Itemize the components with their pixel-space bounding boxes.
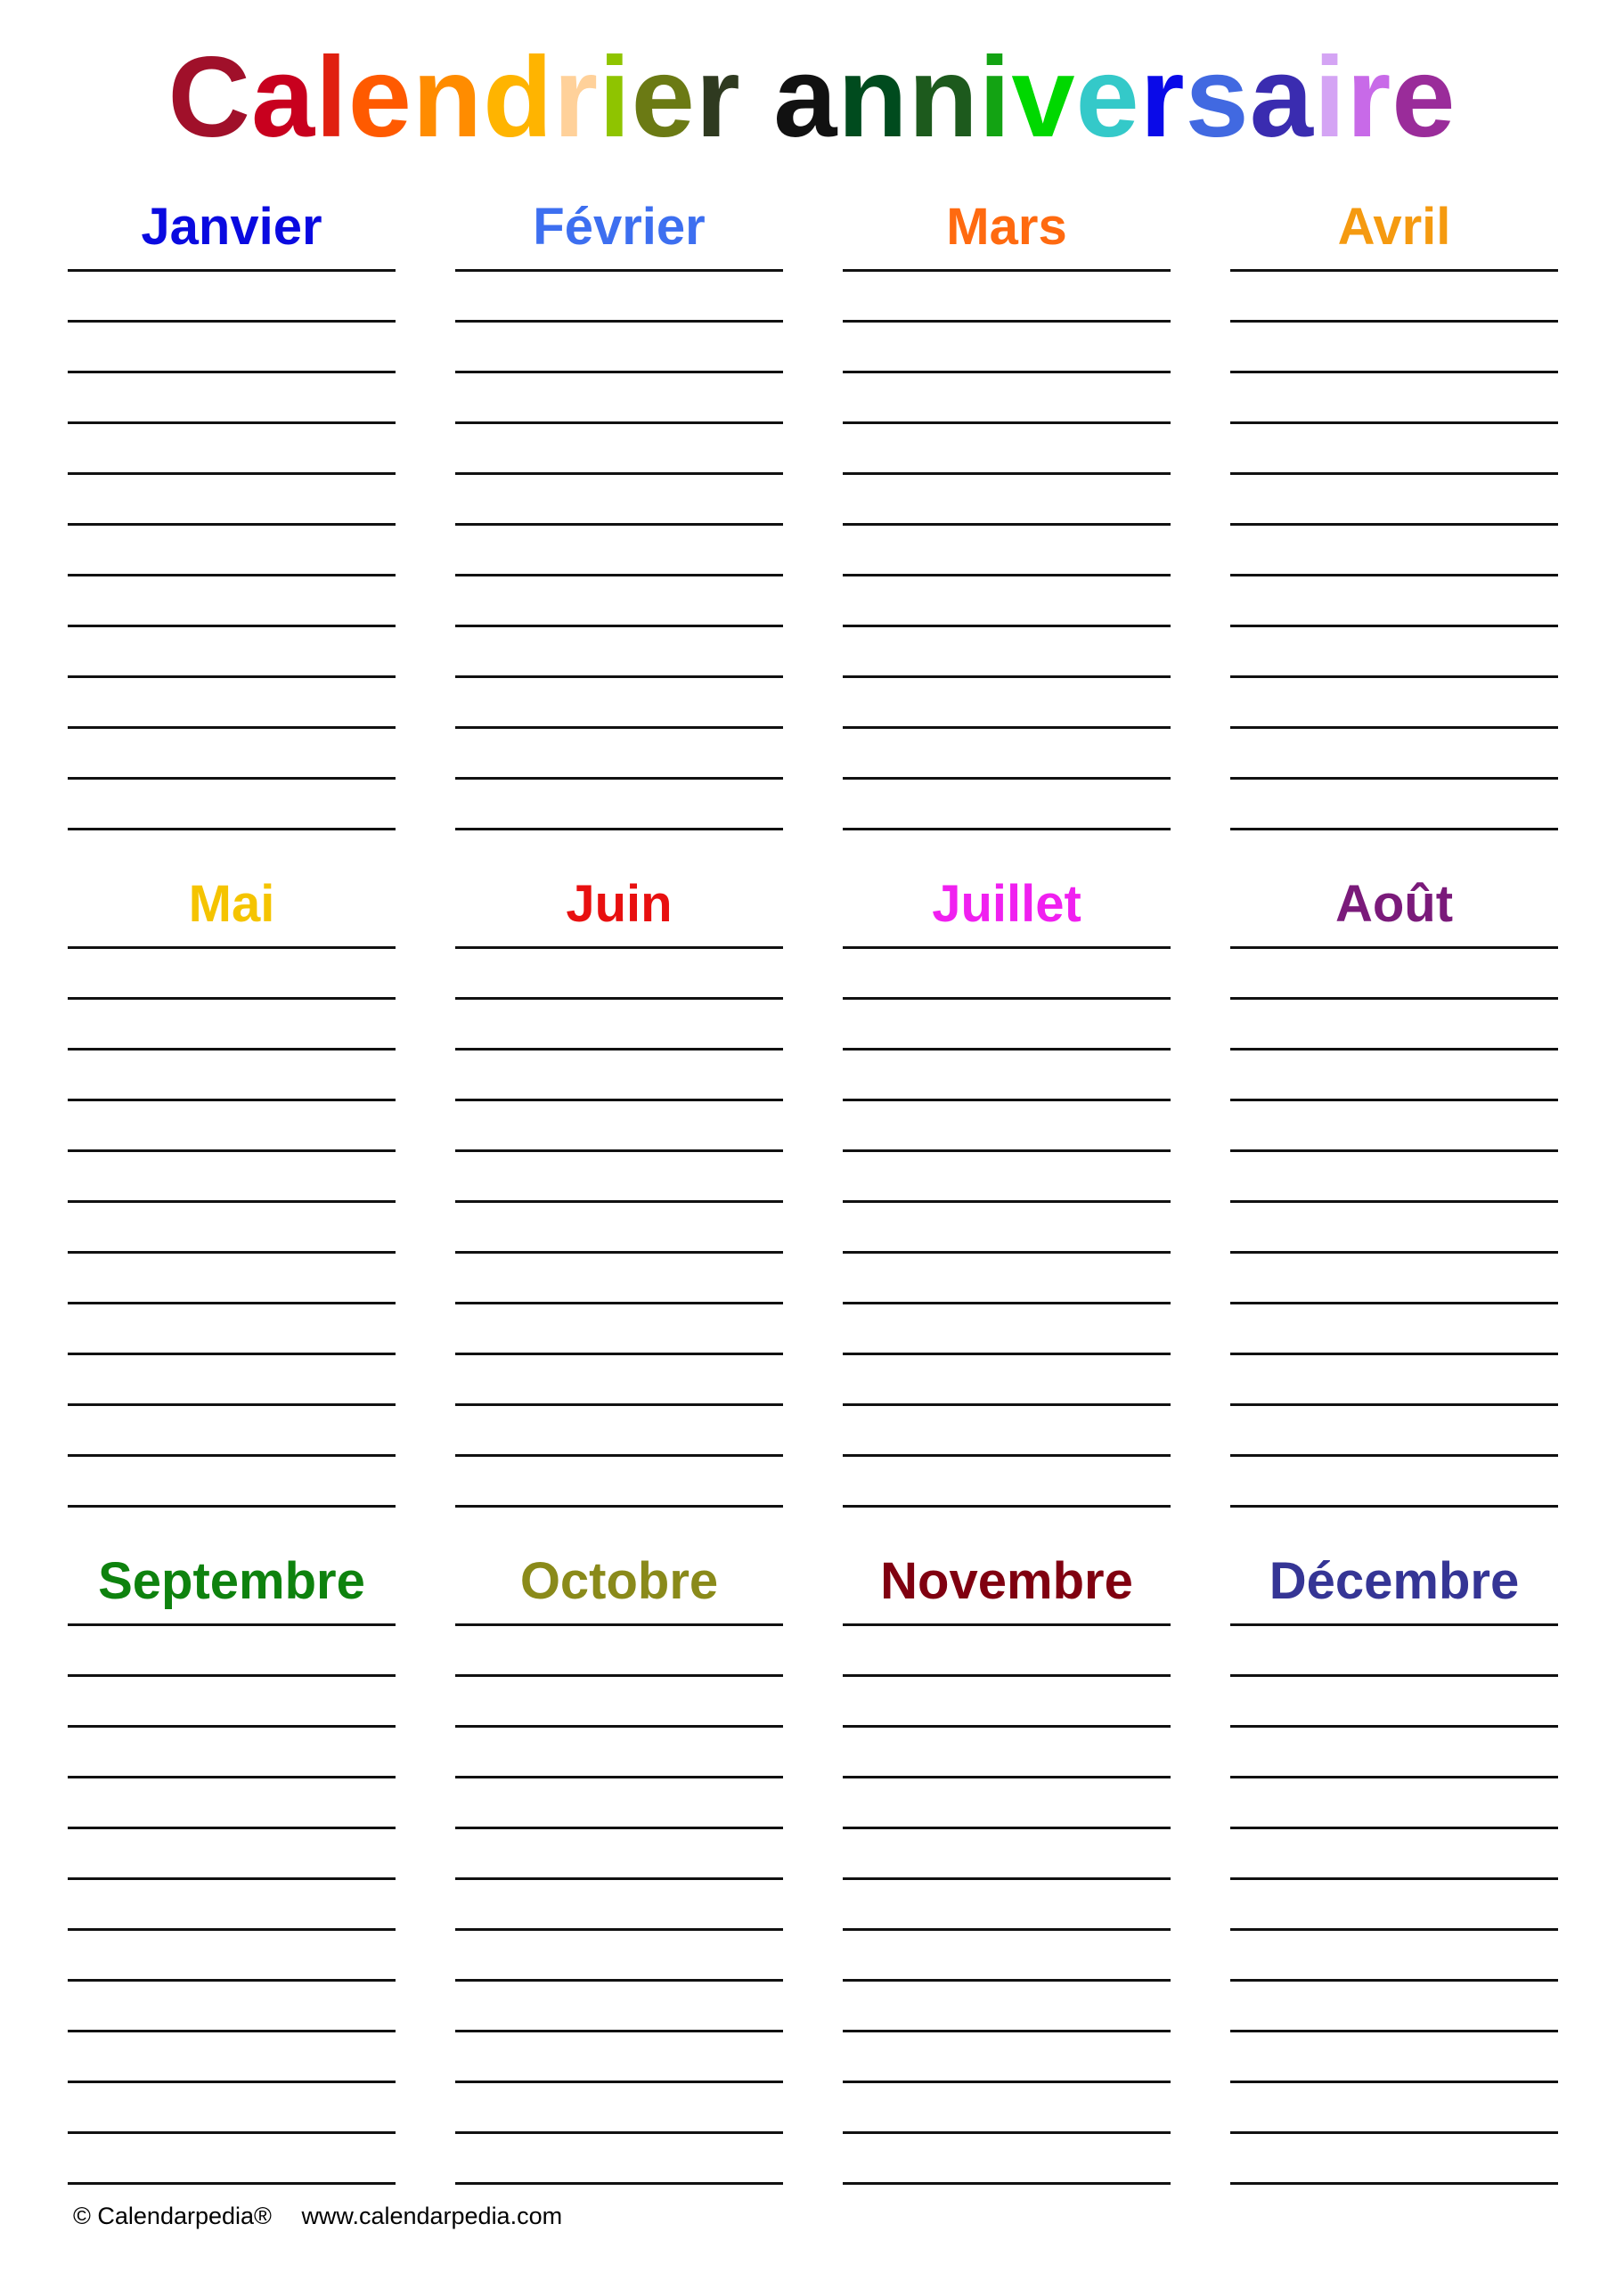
month-block: [843, 1550, 1171, 2186]
entry-line[interactable]: [843, 1928, 1171, 1931]
entry-line[interactable]: [455, 2182, 783, 2185]
entry-line[interactable]: [843, 675, 1171, 678]
entry-line[interactable]: [455, 1251, 783, 1254]
entry-line[interactable]: [1230, 1979, 1558, 1982]
entry-line[interactable]: [843, 472, 1171, 475]
entry-line[interactable]: [68, 523, 396, 526]
entry-line[interactable]: [843, 269, 1171, 272]
entry-line[interactable]: [843, 1149, 1171, 1152]
entry-line[interactable]: [68, 2030, 396, 2032]
entry-line[interactable]: [1230, 1302, 1558, 1304]
entry-line[interactable]: [843, 2030, 1171, 2032]
entry-line[interactable]: [68, 371, 396, 373]
entry-line[interactable]: [1230, 523, 1558, 526]
entry-line[interactable]: [455, 371, 783, 373]
entry-line[interactable]: [455, 1776, 783, 1778]
entry-line[interactable]: [1230, 1149, 1558, 1152]
month-block: [1230, 1550, 1558, 2186]
entry-line[interactable]: [68, 1623, 396, 1626]
entry-line[interactable]: [455, 269, 783, 272]
title-letter: e: [1391, 34, 1457, 161]
entry-line[interactable]: [843, 777, 1171, 780]
title-letter: e: [1075, 34, 1140, 161]
month-name: Décembre: [1269, 1552, 1520, 1610]
entry-line[interactable]: [455, 2030, 783, 2032]
entry-line[interactable]: [68, 2131, 396, 2134]
entry-line[interactable]: [843, 1979, 1171, 1982]
entry-line[interactable]: [1230, 726, 1558, 729]
entry-line[interactable]: [455, 1048, 783, 1051]
month-name: Juillet: [932, 875, 1081, 933]
entry-line[interactable]: [1230, 2131, 1558, 2134]
entry-line[interactable]: [68, 1302, 396, 1304]
entry-line[interactable]: [1230, 777, 1558, 780]
entry-line[interactable]: [455, 421, 783, 424]
title-letter: r: [1139, 34, 1186, 161]
title-letter: r: [1346, 34, 1392, 161]
entry-line[interactable]: [455, 1725, 783, 1728]
entry-line[interactable]: [843, 1302, 1171, 1304]
entry-line[interactable]: [1230, 2030, 1558, 2032]
entry-line[interactable]: [843, 320, 1171, 323]
entry-line[interactable]: [843, 1505, 1171, 1508]
entry-line[interactable]: [455, 625, 783, 627]
month-name: Novembre: [880, 1552, 1133, 1610]
entry-line[interactable]: [455, 1827, 783, 1829]
entry-line[interactable]: [1230, 1353, 1558, 1355]
entry-line[interactable]: [455, 1623, 783, 1626]
entry-line[interactable]: [455, 472, 783, 475]
entry-line[interactable]: [843, 523, 1171, 526]
title-letter: a: [773, 34, 838, 161]
entry-line[interactable]: [1230, 1928, 1558, 1931]
entry-line[interactable]: [843, 371, 1171, 373]
title-letter: e: [347, 34, 412, 161]
entry-line[interactable]: [1230, 371, 1558, 373]
entry-line[interactable]: [843, 1827, 1171, 1829]
entry-line[interactable]: [68, 1979, 396, 1982]
entry-line[interactable]: [843, 1454, 1171, 1457]
title-letter: d: [483, 34, 554, 161]
entry-line[interactable]: [455, 1302, 783, 1304]
month-name: Septembre: [98, 1552, 365, 1610]
entry-line[interactable]: [68, 946, 396, 949]
entry-line[interactable]: [68, 1505, 396, 1508]
entry-line[interactable]: [843, 1623, 1171, 1626]
entry-line[interactable]: [68, 777, 396, 780]
entry-line[interactable]: [68, 1877, 396, 1880]
month-block: [68, 196, 396, 831]
entry-line[interactable]: [455, 2081, 783, 2083]
entry-line[interactable]: [455, 523, 783, 526]
entry-line[interactable]: [843, 1048, 1171, 1051]
month-name: Janvier: [141, 198, 322, 256]
entry-line[interactable]: [1230, 421, 1558, 424]
entry-line[interactable]: [68, 1776, 396, 1778]
entry-line[interactable]: [843, 1353, 1171, 1355]
entry-line[interactable]: [68, 2081, 396, 2083]
entry-line[interactable]: [843, 997, 1171, 1000]
entry-line[interactable]: [1230, 1454, 1558, 1457]
title-letter: s: [1185, 34, 1250, 161]
entry-line[interactable]: [1230, 828, 1558, 830]
entry-line[interactable]: [455, 1674, 783, 1677]
entry-line[interactable]: [1230, 574, 1558, 576]
month-name: Juin: [566, 875, 673, 933]
entry-line[interactable]: [68, 625, 396, 627]
entry-line[interactable]: [455, 2131, 783, 2134]
entry-line[interactable]: [1230, 1200, 1558, 1203]
entry-line[interactable]: [1230, 1403, 1558, 1406]
month-name: Mars: [946, 198, 1067, 256]
entry-line[interactable]: [455, 1877, 783, 1880]
entry-line[interactable]: [68, 1048, 396, 1051]
entry-line[interactable]: [1230, 1776, 1558, 1778]
title-letter: n: [908, 34, 979, 161]
entry-line[interactable]: [843, 828, 1171, 830]
entry-line[interactable]: [455, 320, 783, 323]
entry-line[interactable]: [1230, 1048, 1558, 1051]
entry-line[interactable]: [455, 726, 783, 729]
title-letter: a: [1249, 34, 1314, 161]
entry-line[interactable]: [1230, 320, 1558, 323]
entry-line[interactable]: [455, 946, 783, 949]
entry-line[interactable]: [1230, 472, 1558, 475]
entry-line[interactable]: [1230, 1505, 1558, 1508]
month-block: [1230, 196, 1558, 831]
entry-line[interactable]: [843, 1200, 1171, 1203]
title-letter: e: [631, 34, 696, 161]
entry-line[interactable]: [1230, 269, 1558, 272]
entry-line[interactable]: [843, 1776, 1171, 1778]
entry-line[interactable]: [843, 574, 1171, 576]
entry-line[interactable]: [68, 1928, 396, 1931]
entry-line[interactable]: [68, 1827, 396, 1829]
month-name: Août: [1334, 875, 1454, 933]
entry-line[interactable]: [455, 1099, 783, 1101]
entry-line[interactable]: [843, 1403, 1171, 1406]
title-letter: C: [167, 34, 251, 161]
entry-line[interactable]: [68, 574, 396, 576]
title-space: [741, 36, 774, 160]
entry-line[interactable]: [1230, 946, 1558, 949]
footer-url: www.calendarpedia.com: [301, 2203, 563, 2229]
entry-line[interactable]: [1230, 1725, 1558, 1728]
month-block: [455, 1550, 783, 2186]
entry-line[interactable]: [68, 1149, 396, 1152]
title-letter: r: [695, 34, 741, 161]
entry-line[interactable]: [455, 1454, 783, 1457]
entry-line[interactable]: [1230, 2081, 1558, 2083]
entry-line[interactable]: [1230, 1251, 1558, 1254]
title-letter: i: [1313, 34, 1347, 161]
page-title: [0, 36, 1624, 160]
footer-copyright: © Calendarpedia®: [73, 2203, 272, 2229]
entry-line[interactable]: [843, 421, 1171, 424]
entry-line[interactable]: [455, 1149, 783, 1152]
entry-line[interactable]: [455, 828, 783, 830]
title-letter: n: [837, 34, 909, 161]
entry-line[interactable]: [843, 1099, 1171, 1101]
month-block: [455, 873, 783, 1508]
entry-line[interactable]: [68, 320, 396, 323]
entry-line[interactable]: [843, 1674, 1171, 1677]
entry-line[interactable]: [68, 1454, 396, 1457]
entry-line[interactable]: [455, 777, 783, 780]
month-name: Février: [533, 198, 706, 256]
entry-line[interactable]: [843, 1725, 1171, 1728]
entry-line[interactable]: [68, 828, 396, 830]
month-block: [843, 873, 1171, 1508]
footer: [73, 2201, 585, 2231]
entry-line[interactable]: [455, 1928, 783, 1931]
entry-line[interactable]: [843, 2081, 1171, 2083]
entry-line[interactable]: [1230, 1623, 1558, 1626]
entry-line[interactable]: [68, 726, 396, 729]
entry-line[interactable]: [455, 1403, 783, 1406]
month-block: [1230, 873, 1558, 1508]
title-letter: i: [978, 34, 1012, 161]
entry-line[interactable]: [843, 726, 1171, 729]
title-letter: n: [412, 34, 484, 161]
entry-line[interactable]: [455, 675, 783, 678]
month-block: [68, 1550, 396, 2186]
entry-line[interactable]: [68, 1200, 396, 1203]
title-letter: i: [599, 34, 632, 161]
entry-line[interactable]: [455, 997, 783, 1000]
entry-line[interactable]: [843, 1251, 1171, 1254]
month-block: [843, 196, 1171, 831]
entry-line[interactable]: [68, 1251, 396, 1254]
entry-line[interactable]: [843, 1877, 1171, 1880]
entry-line[interactable]: [843, 2131, 1171, 2134]
entry-line[interactable]: [843, 946, 1171, 949]
month-name: Avril: [1337, 198, 1451, 256]
entry-line[interactable]: [1230, 1827, 1558, 1829]
entry-line[interactable]: [455, 1505, 783, 1508]
entry-line[interactable]: [1230, 1674, 1558, 1677]
month-block: [455, 196, 783, 831]
entry-line[interactable]: [68, 1353, 396, 1355]
entry-line[interactable]: [455, 1200, 783, 1203]
entry-line[interactable]: [68, 1099, 396, 1101]
month-block: [68, 873, 396, 1508]
entry-line[interactable]: [1230, 1877, 1558, 1880]
entry-line[interactable]: [68, 1725, 396, 1728]
entry-line[interactable]: [455, 1353, 783, 1355]
entry-line[interactable]: [68, 472, 396, 475]
entry-line[interactable]: [843, 625, 1171, 627]
entry-line[interactable]: [843, 2182, 1171, 2185]
entry-line[interactable]: [455, 1979, 783, 1982]
title-letter: v: [1011, 34, 1076, 161]
title-letter: r: [553, 34, 600, 161]
entry-line[interactable]: [1230, 625, 1558, 627]
entry-line[interactable]: [1230, 997, 1558, 1000]
entry-line[interactable]: [68, 1674, 396, 1677]
entry-line[interactable]: [1230, 675, 1558, 678]
title-letter: a: [250, 34, 316, 161]
entry-line[interactable]: [1230, 2182, 1558, 2185]
entry-line[interactable]: [1230, 1099, 1558, 1101]
entry-line[interactable]: [455, 574, 783, 576]
entry-line[interactable]: [68, 421, 396, 424]
entry-line[interactable]: [68, 2182, 396, 2185]
entry-line[interactable]: [68, 269, 396, 272]
month-name: Mai: [188, 875, 275, 933]
entry-line[interactable]: [68, 675, 396, 678]
entry-line[interactable]: [68, 997, 396, 1000]
entry-line[interactable]: [68, 1403, 396, 1406]
month-name: Octobre: [519, 1552, 719, 1610]
title-letter: l: [315, 34, 348, 161]
